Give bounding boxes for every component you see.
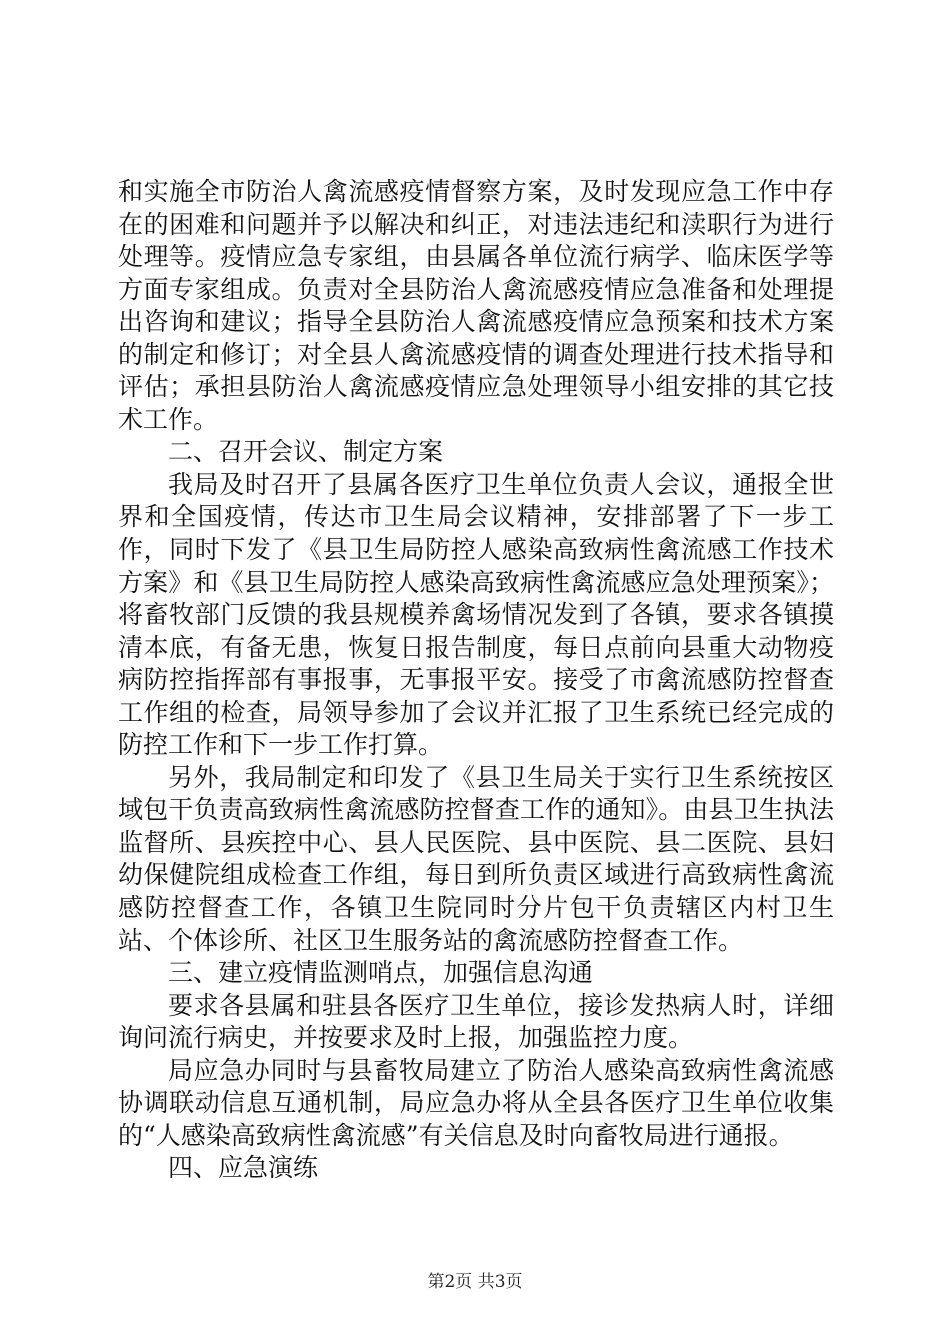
section-heading-2: 二、召开会议、制定方案 — [168, 437, 444, 467]
page-number-footer: 第2页 共3页 — [427, 1272, 523, 1292]
paragraph-supervision: 另外，我局制定和印发了《县卫生局关于实行卫生系统按区域包干负责高致病性禽流感防控督查工作的通知》。由县卫生执法监督所、县疾控中心、县人民医院、县中医院、县二医院、县妇幼保健院组成检查工作组，每日到所负责区域进行高致病性禽流感防控督查工作，各镇卫生院同时分片包干负责辖区内村卫生站、个体诊所、社区卫生服务站的禽流感防控督查工作。 — [118, 762, 834, 955]
paragraph-continuation: 和实施全市防治人禽流感疫情督察方案，及时发现应急工作中存在的困难和问题并予以解决和纠正，对违法违纪和渎职行为进行处理等。疫情应急专家组，由县属各单位流行病学、临床医学等方面专家组成。负责对全县防治人禽流感疫情应急准备和处理提出咨询和建议；指导全县防治人禽流感疫情应急预案和技术方案的制定和修订；对全县人禽流感疫情的调查处理进行技术指导和评估；承担县防治人禽流感疫情应急处理领导小组安排的其它技术工作。 — [118, 177, 834, 434]
section-heading-4: 四、应急演练 — [168, 1153, 319, 1183]
paragraph-coordination: 局应急办同时与县畜牧局建立了防治人感染高致病性禽流感协调联动信息互通机制，局应急办将从全县各医疗卫生单位收集的“人感染高致病性禽流感”有关信息及时向畜牧局进行通报。 — [118, 1055, 834, 1150]
document-body — [118, 176, 834, 1185]
paragraph-reporting: 要求各县属和驻县各医疗卫生单位，接诊发热病人时，详细询问流行病史，并按要求及时上报，加强监控力度。 — [118, 990, 834, 1053]
paragraph-meeting: 我局及时召开了县属各医疗卫生单位负责人会议，通报全世界和全国疫情，传达市卫生局会议精神，安排部署了下一步工作，同时下发了《县卫生局防控人感染高致病性禽流感工作技术方案》和《县卫生局防控人感染高致病性禽流感应急处理预案》；将畜牧部门反馈的我县规模养禽场情况发到了各镇，要求各镇摸清本底，有备无患，恢复日报告制度，每日点前向县重大动物疫病防控指挥部有事报事，无事报平安。接受了市禽流感防控督查工作组的检查，局领导参加了会议并汇报了卫生系统已经完成的防控工作和下一步工作打算。 — [118, 469, 834, 760]
section-heading-3: 三、建立疫情监测哨点，加强信息沟通 — [168, 958, 594, 988]
